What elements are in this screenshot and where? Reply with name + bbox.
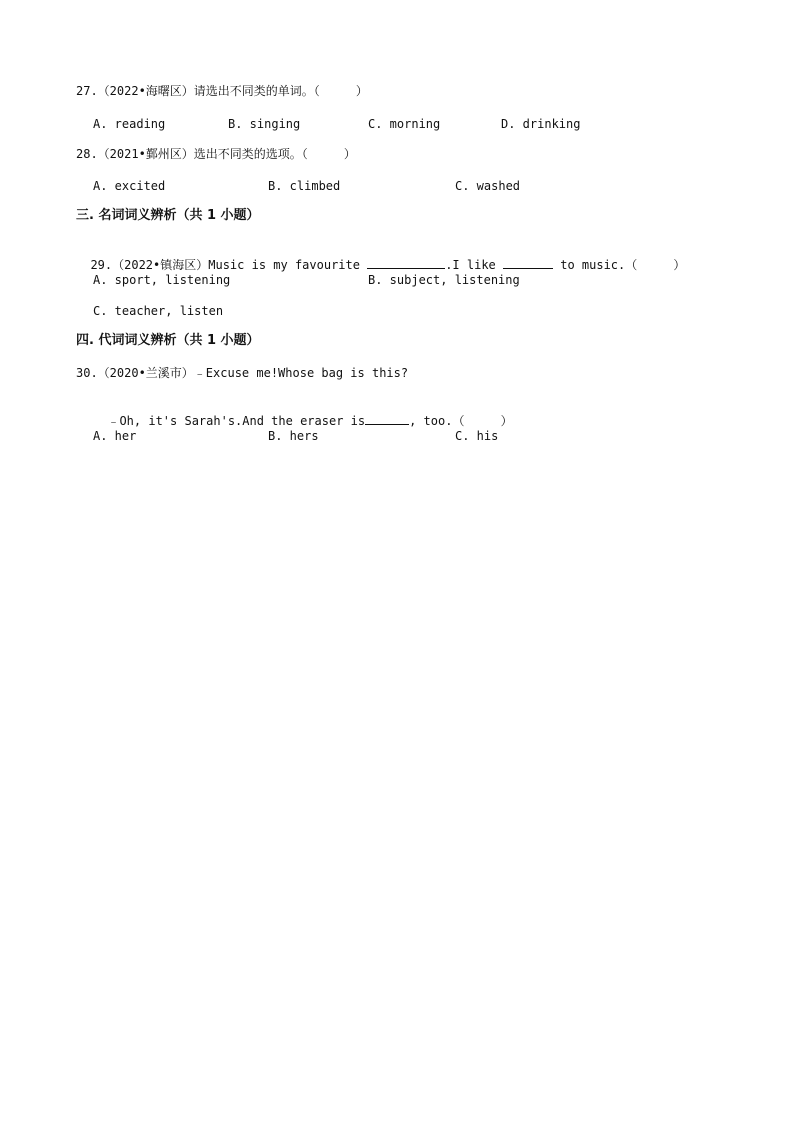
q30-suffix: , too.（ ） [409, 414, 513, 428]
q29-middle: .I like [445, 258, 503, 272]
q27-option-a[interactable]: A. reading [93, 117, 166, 131]
section-4-heading: 四. 代词词义辨析（共 1 小题） [76, 333, 260, 348]
section-3-heading: 三. 名词词义辨析（共 1 小题） [76, 208, 260, 223]
question-28-text: 28.（2021•鄞州区）选出不同类的选项。（ ） [76, 147, 356, 161]
q28-option-c[interactable]: C. washed [455, 179, 521, 193]
q28-option-a[interactable]: A. excited [93, 179, 166, 193]
q29-blank-2[interactable] [503, 256, 553, 269]
q27-option-c[interactable]: C. morning [368, 117, 441, 131]
question-30-line-2 [93, 396, 513, 429]
q29-option-a[interactable]: A. sport, listening [93, 273, 231, 287]
q27-option-b[interactable]: B. singing [228, 117, 301, 131]
question-29-text [76, 240, 685, 273]
q29-blank-1[interactable] [367, 256, 445, 269]
q30-option-c[interactable]: C. his [455, 429, 499, 443]
q29-option-b[interactable]: B. subject, listening [368, 273, 520, 287]
q30-blank[interactable] [365, 412, 409, 425]
question-30-line-1: 30.（2020•兰溪市）﹣Excuse me!Whose bag is this? [76, 366, 409, 380]
q28-option-b[interactable]: B. climbed [268, 179, 341, 193]
q30-option-b[interactable]: B. hers [268, 429, 319, 443]
q30-option-a[interactable]: A. her [93, 429, 137, 443]
q30-prefix: ﹣Oh, it's Sarah's.And the eraser is [107, 414, 366, 428]
question-27-text: 27.（2022•海曙区）请选出不同类的单词。（ ） [76, 84, 368, 98]
q29-suffix: to music.（ ） [553, 258, 686, 272]
q27-option-d[interactable]: D. drinking [501, 117, 581, 131]
q29-prefix: 29.（2022•镇海区）Music is my favourite [90, 258, 368, 272]
q29-option-c[interactable]: C. teacher, listen [93, 304, 224, 318]
